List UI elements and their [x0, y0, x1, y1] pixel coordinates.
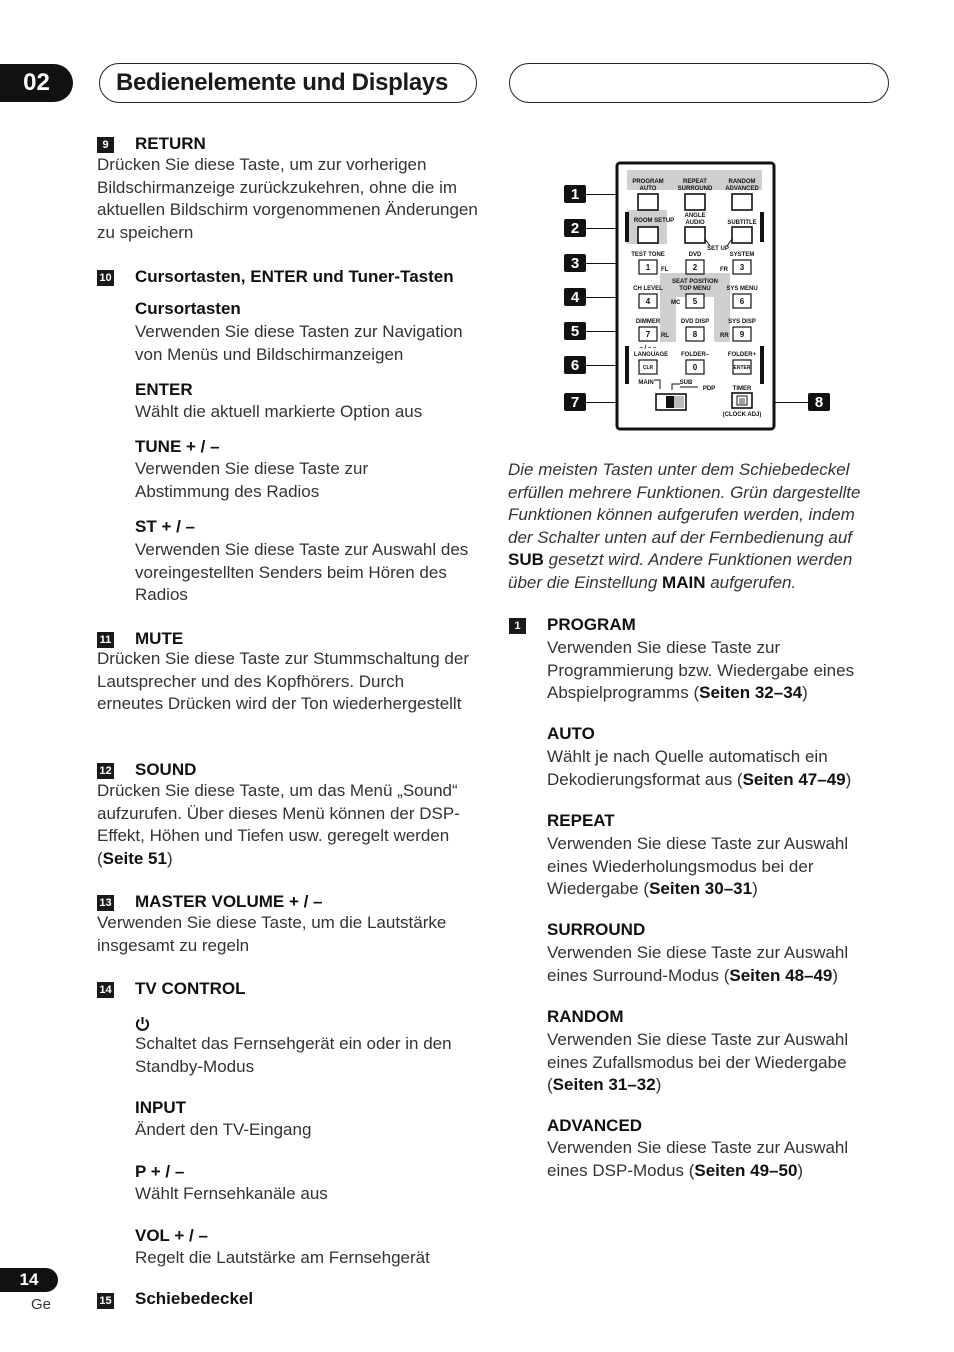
label-dvd-disp: DVD DISP	[680, 319, 710, 325]
section-heading-return: RETURN	[135, 134, 206, 153]
label-program: PROGRAM	[632, 179, 664, 185]
subheading-input: INPUT	[135, 1098, 186, 1117]
text-input: Ändert den TV-Eingang	[135, 1120, 312, 1139]
text-cursortasten: Verwenden Sie diese Tasten zur Navigation von Menüs und Bildschirmanzeigen	[135, 322, 463, 364]
page-title: Bedienelemente und Displays	[99, 63, 477, 103]
text-tune: Verwenden Sie diese Taste zur Abstimmung des Radios	[135, 459, 369, 501]
page-ref-repeat: Seiten 30–31	[649, 879, 753, 898]
label-dash: – / – –	[639, 345, 657, 351]
label-surround: SURROUND	[677, 186, 713, 192]
section-text-return: Drücken Sie diese Taste, um zur vorherigen Bildschirmanzeige zurückzukehren, ohne die im aktuellen Bildschirm vorgenommenen Änderungen zu speichern	[97, 155, 478, 242]
page-language: Ge	[31, 1296, 52, 1313]
key-9: 9	[739, 330, 745, 339]
text-auto: Wählt je nach Quelle automatisch ein Dekodierungsformat aus (Seiten 47–49)	[547, 747, 852, 789]
section-number-13: 13	[97, 895, 114, 911]
label-repeat: REPEAT	[683, 179, 707, 185]
text-p: Wählt Fernsehkanäle aus	[135, 1184, 328, 1203]
page-ref-auto: Seiten 47–49	[742, 769, 846, 789]
callout-8: 8	[808, 393, 830, 411]
callout-7: 7	[564, 393, 586, 411]
label-angle: ANGLE	[684, 213, 706, 219]
label-audio: AUDIO	[685, 220, 705, 226]
subheading-enter: ENTER	[135, 380, 193, 399]
section-number-12: 12	[97, 763, 114, 779]
section-number-15: 15	[97, 1293, 114, 1309]
callout-6: 6	[564, 356, 586, 374]
key-enter: ENTER	[733, 365, 751, 371]
callout-3: 3	[564, 254, 586, 272]
section-heading-schiebedeckel: Schiebedeckel	[135, 1289, 254, 1308]
caption-sub: SUB	[508, 550, 544, 569]
label-random: RANDOM	[728, 179, 756, 185]
page-ref-sound: Seite 51	[102, 848, 167, 868]
section-heading-master-volume: MASTER VOLUME + / –	[135, 892, 323, 911]
label-auto: AUTO	[639, 186, 657, 192]
power-icon	[135, 1016, 150, 1032]
label-folder-minus: FOLDER–	[680, 352, 710, 358]
section-number-9: 9	[97, 137, 114, 153]
page-ref-advanced: Seiten 49–50	[694, 1160, 798, 1180]
section-number-11: 11	[97, 632, 114, 648]
key-4: 4	[645, 297, 651, 306]
label-sys-menu: SYS MENU	[726, 286, 758, 292]
remote-control-diagram	[610, 160, 780, 432]
text-st: Verwenden Sie diese Taste zur Auswahl des voreingestellten Senders beim Hören des Radios	[135, 540, 469, 604]
section-heading-tv-control: TV CONTROL	[135, 979, 246, 998]
callout-4: 4	[564, 288, 586, 306]
label-seat-position: SEAT POSITION	[672, 279, 718, 285]
section-heading-mute: MUTE	[135, 629, 184, 648]
label-dimmer: DIMMER	[635, 319, 661, 325]
subheading-p: P + / –	[135, 1162, 185, 1181]
label-sub: SUB	[679, 380, 693, 386]
label-clock-adj: (CLOCK ADJ)	[722, 412, 762, 418]
text-power: Schaltet das Fernsehgerät ein oder in den Standby-Modus	[135, 1034, 452, 1076]
key-0: 0	[692, 363, 698, 372]
subheading-st: ST + / –	[135, 517, 195, 536]
section-text-master-volume: Verwenden Sie diese Taste, um die Lautstärke insgesamt zu regeln	[97, 913, 447, 955]
label-mc: MC	[671, 300, 681, 306]
label-room-setup: ROOM SETUP	[633, 218, 675, 224]
text-random: Verwenden Sie diese Taste zur Auswahl eines Zufallsmodus bei der Wiedergabe (Seiten 31–32)	[547, 1030, 849, 1094]
label-rl: RL	[661, 333, 669, 339]
label-dvd: DVD	[688, 252, 702, 258]
label-rr: RR	[720, 333, 729, 339]
callout-5: 5	[564, 322, 586, 340]
caption-main: MAIN	[662, 572, 706, 592]
key-clr: CLR	[642, 365, 654, 371]
subheading-cursortasten: Cursortasten	[135, 299, 241, 318]
text-enter: Wählt die aktuell markierte Option aus	[135, 402, 423, 421]
section-number-14: 14	[97, 982, 114, 998]
label-subtitle: SUBTITLE	[727, 220, 757, 226]
chapter-number: 02	[0, 64, 73, 102]
empty-header-pill	[509, 63, 889, 103]
subheading-tune: TUNE + / –	[135, 437, 220, 456]
label-test-tone: TEST TONE	[631, 252, 665, 258]
key-6: 6	[739, 297, 745, 306]
label-fr: FR	[720, 267, 728, 273]
diagram-caption: Die meisten Tasten unter dem Schiebedeckel erfüllen mehrere Funktionen. Grün dargestellte Funktionen können aufgerufen werden, indem der Schalter unten auf der Fernbedienung auf SUB gesetzt wird. Andere Funktionen werden über die Einstellung MAIN aufgerufen.	[508, 460, 861, 592]
label-system: SYSTEM	[729, 252, 755, 258]
label-folder-plus: FOLDER+	[727, 352, 757, 358]
section-text-sound: Drücken Sie diese Taste, um das Menü „Sound“ aufzurufen. Über dieses Menü können der DSP-Effekt, Höhen und Tiefen usw. geregelt werden (Seite 51)	[97, 781, 460, 868]
key-7: 7	[645, 330, 651, 339]
page-ref-surround: Seiten 48–49	[729, 965, 833, 985]
label-fl: FL	[661, 267, 669, 273]
label-main: MAIN	[638, 380, 654, 386]
key-3: 3	[739, 263, 745, 272]
key-8: 8	[692, 330, 698, 339]
section-heading-cursor: Cursortasten, ENTER und Tuner-Tasten	[135, 267, 454, 286]
label-advanced: ADVANCED	[725, 186, 759, 192]
section-text-program: Verwenden Sie diese Taste zur Programmierung bzw. Wiedergabe eines Abspielprogramms (Seiten 32–34)	[547, 638, 855, 702]
text-repeat: Verwenden Sie diese Taste zur Auswahl eines Wiederholungsmodus bei der Wiedergabe (Seiten 30–31)	[547, 834, 849, 898]
label-sys-disp: SYS DISP	[728, 319, 756, 325]
section-number-1: 1	[509, 618, 526, 634]
key-1: 1	[645, 263, 651, 272]
section-heading-sound: SOUND	[135, 760, 197, 779]
subheading-advanced: ADVANCED	[547, 1116, 643, 1135]
label-top-menu: TOP MENU	[679, 286, 711, 292]
text-vol: Regelt die Lautstärke am Fernsehgerät	[135, 1248, 430, 1267]
label-timer: TIMER	[732, 386, 752, 392]
label-set-up: SET UP	[707, 246, 729, 252]
text-advanced: Verwenden Sie diese Taste zur Auswahl eines DSP-Modus (Seiten 49–50)	[547, 1138, 849, 1180]
label-language: LANGUAGE	[633, 352, 669, 358]
subheading-auto: AUTO	[547, 724, 595, 743]
section-text-mute: Drücken Sie diese Taste zur Stummschaltung der Lautsprecher und des Kopfhörers. Durch erneutes Drücken wird der Ton wiederhergestellt	[97, 649, 469, 713]
subheading-vol: VOL + / –	[135, 1226, 208, 1245]
page-ref-program: Seiten 32–34	[699, 683, 803, 702]
page-ref-random: Seiten 31–32	[552, 1075, 656, 1094]
section-heading-program: PROGRAM	[547, 615, 636, 634]
key-2: 2	[692, 263, 698, 272]
subheading-surround: SURROUND	[547, 920, 646, 939]
label-pdp: PDP	[702, 386, 716, 392]
subheading-repeat: REPEAT	[547, 811, 615, 830]
subheading-random: RANDOM	[547, 1007, 624, 1026]
page-number: 14	[0, 1268, 58, 1292]
label-ch-level: CH LEVEL	[633, 286, 663, 292]
callout-1: 1	[564, 185, 586, 203]
text-surround: Verwenden Sie diese Taste zur Auswahl eines Surround-Modus (Seiten 48–49)	[547, 943, 849, 985]
key-5: 5	[692, 297, 698, 306]
section-number-10: 10	[97, 270, 114, 286]
callout-2: 2	[564, 219, 586, 237]
